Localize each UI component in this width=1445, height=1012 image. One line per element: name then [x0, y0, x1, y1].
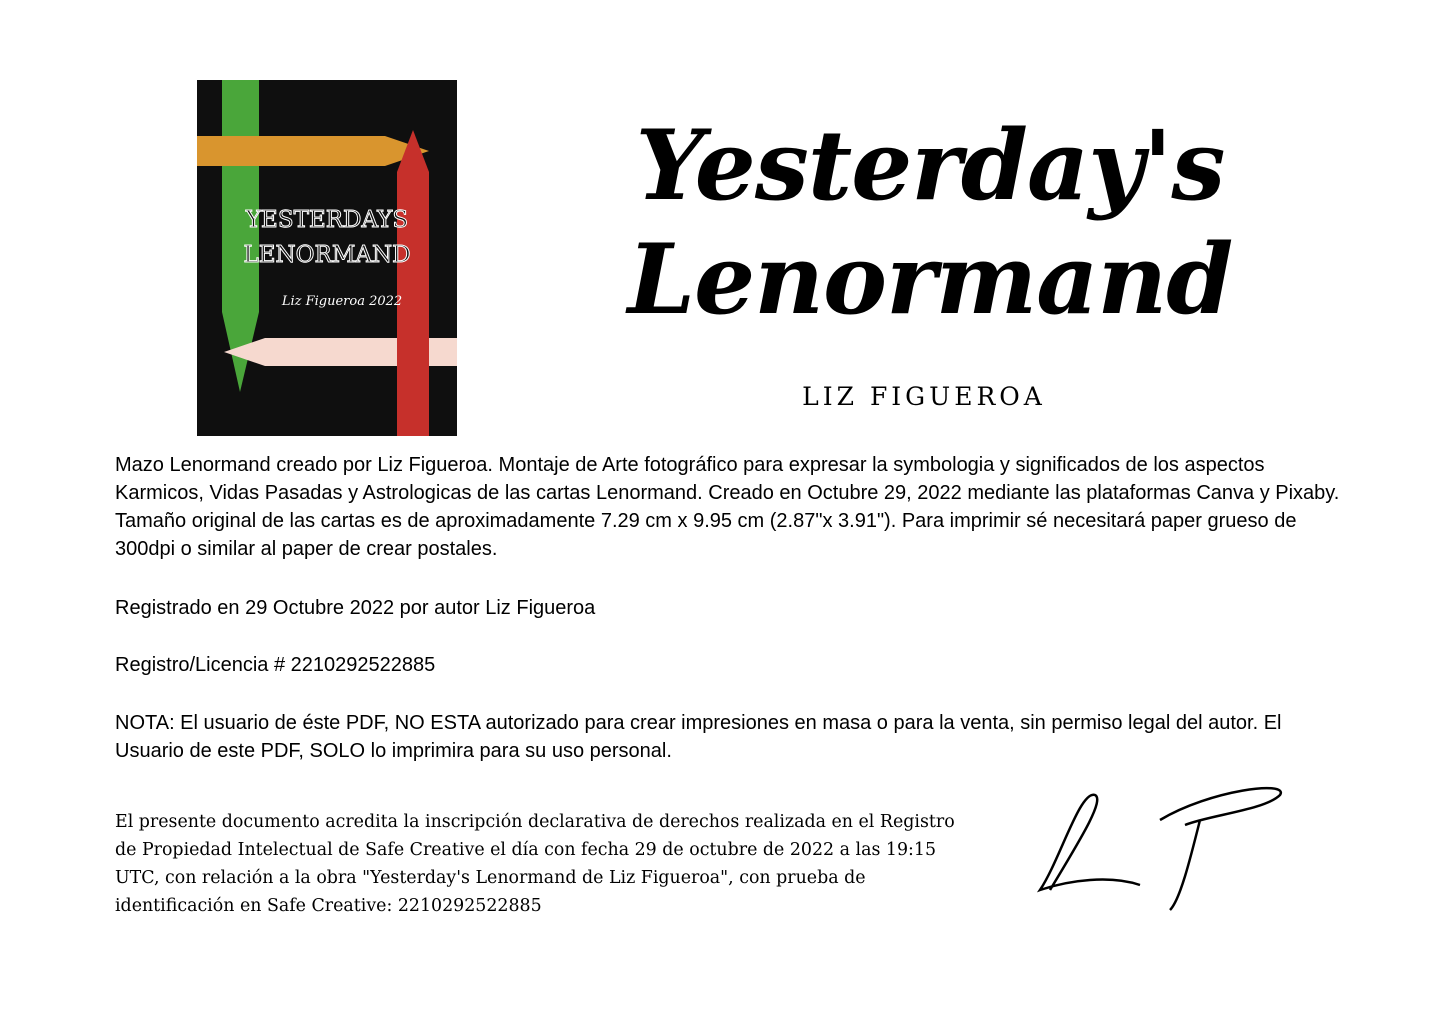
description-paragraph: Mazo Lenormand creado por Liz Figueroa. Montaje de Arte fotográfico para expresar la symbologia y significados de los aspectos Karmicos, Vidas Pasadas y Astrologicas de las cartas Lenormand. Creado en Octubre 29, 2022 mediante las plataformas Canva y Pixaby. Tamaño original de las cartas es de aproximadamente 7.29 cm x 9.95 cm (2.87"x 3.91"). Para imprimir sé necesitará paper grueso de 300dpi o similar al paper de crear postales.	[115, 454, 1340, 560]
note-paragraph: NOTA: El usuario de éste PDF, NO ESTA autorizado para crear impresiones en masa o para la venta, sin permiso legal del autor. El Usuario de este PDF, SOLO lo imprimira para su uso personal.	[115, 712, 1282, 762]
cover-title-line1: YESTERDAYS	[245, 207, 409, 233]
cover-title-line2: LENORMAND	[243, 242, 411, 268]
cover-subtitle: Liz Figueroa 2022	[281, 294, 403, 309]
author-name: LIZ FIGUEROA	[802, 382, 1046, 411]
signature	[1010, 780, 1350, 920]
page-title-line1: Yesterday's	[635, 109, 1225, 222]
certificate-paragraph: El presente documento acredita la inscripción declarativa de derechos realizada en el Registro de Propiedad Intelectual de Safe Creative el día con fecha 29 de octubre de 2022 a las 19:15 UTC, con relación a la obra "Yesterday's Lenormand de Liz Figueroa", con prueba de identificación en Safe Creative: 2210292522885	[115, 812, 955, 916]
orange-pencil-shape	[197, 136, 429, 166]
registered-line: Registrado en 29 Octubre 2022 por autor Liz Figueroa	[115, 597, 596, 619]
red-pencil-overlap	[397, 338, 429, 436]
page-title-line2: Lenormand	[627, 223, 1233, 336]
license-line: Registro/Licencia # 2210292522885	[115, 654, 436, 676]
cover-image	[197, 80, 457, 436]
